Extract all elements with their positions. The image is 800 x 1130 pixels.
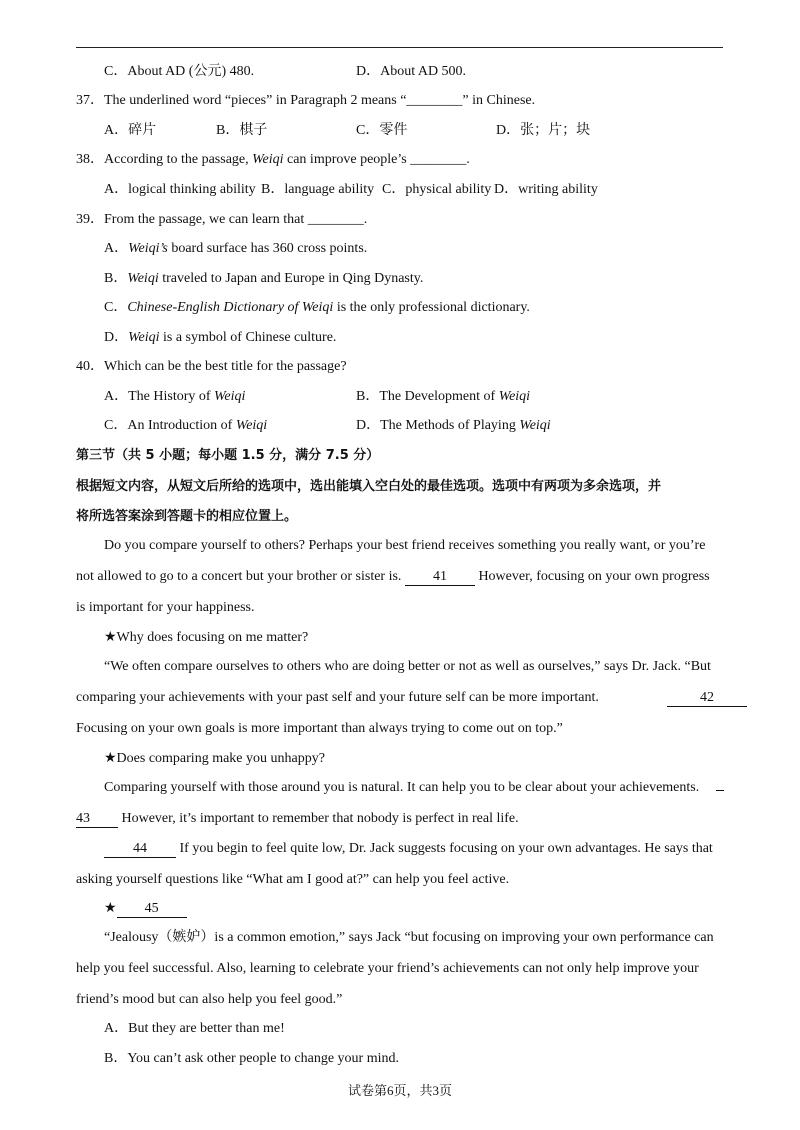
- q38-option-a: A．logical thinking ability: [104, 182, 256, 197]
- q39-a-text: board surface has 360 cross points.: [167, 241, 368, 256]
- q40-a-text: A．The History of: [104, 389, 215, 404]
- passage-heading-1: ★Why does focusing on me matter?: [104, 630, 309, 645]
- q39-d-label: D．: [104, 330, 129, 345]
- blank-42-wrap: [667, 688, 747, 708]
- passage-p3-line2-text: However, it’s important to remember that nobody is perfect in real life.: [118, 811, 519, 826]
- q39-stem: 39．From the passage, we can learn that ________.: [76, 212, 368, 227]
- q38-stem-pre: 38．According to the passage,: [76, 152, 253, 167]
- passage-p1-line2-post: However, focusing on your own progress: [474, 569, 710, 584]
- blank-42[interactable]: 42: [667, 690, 747, 707]
- q40-d-text: D．The Methods of Playing: [356, 418, 520, 433]
- q40-c-text: C．An Introduction of: [104, 418, 236, 433]
- passage-heading-2: ★Does comparing make you unhappy?: [104, 751, 325, 766]
- q39-option-b: [104, 269, 423, 289]
- q39-option-d: [104, 328, 336, 348]
- q37-option-a: A．碎片: [104, 123, 157, 138]
- passage-heading-3: [104, 899, 187, 919]
- q40-b-italic: Weiqi: [498, 389, 531, 404]
- q38-option-b: B．language ability: [261, 182, 375, 197]
- blank-43[interactable]: 43: [76, 811, 118, 828]
- blank-43-lead: [716, 790, 724, 791]
- passage-p1-line2: [76, 567, 710, 587]
- q39-b-text: traveled to Japan and Europe in Qing Dynasty.: [158, 271, 424, 286]
- passage-p2-line1: “We often compare ourselves to others who are doing better or not as well as ourselves,” says Dr. Jack. “But: [104, 659, 711, 674]
- section-instructions-line1: 根据短文内容，从短文后所给的选项中，选出能填入空白处的最佳选项。选项中有两项为多余选项，并: [76, 479, 662, 494]
- passage-p1-line1: Do you compare yourself to others? Perhaps your best friend receives something you really want, or you’re: [104, 538, 706, 553]
- q39-c-label: C．: [104, 300, 128, 315]
- q36-option-d: D．About AD 500.: [356, 64, 467, 79]
- q39-a-italic: Weiqi’s: [128, 241, 168, 256]
- q38-stem-post: can improve people’s ________.: [283, 152, 470, 167]
- passage-p4-line1-text: If you begin to feel quite low, Dr. Jack suggests focusing on your own advantages. He says that: [176, 841, 713, 856]
- q38-option-d: D．writing ability: [494, 182, 598, 197]
- blank-41[interactable]: 41: [405, 569, 475, 586]
- q38-stem: [76, 150, 470, 170]
- section-heading: 第三节（共 5 小题；每小题 1.5 分，满分 7.5 分）: [76, 448, 380, 463]
- answer-option-a: A．But they are better than me!: [104, 1021, 285, 1036]
- passage-p3-line2: [76, 809, 519, 829]
- page-footer: 试卷第6页，共3页: [347, 1083, 452, 1098]
- q40-stem: 40．Which can be the best title for the passage?: [76, 359, 347, 374]
- q37-option-d: D．张；片；块: [496, 123, 591, 138]
- q40-d-italic: Weiqi: [519, 418, 551, 433]
- q36-option-c: C．About AD (公元) 480.: [104, 64, 255, 79]
- passage-p3-line1: Comparing yourself with those around you is natural. It can help you to be clear about your achievements.: [104, 780, 700, 795]
- blank-45[interactable]: 45: [117, 901, 187, 918]
- passage-p5-line3: friend’s mood but can also help you feel good.”: [76, 992, 343, 1007]
- blank-44[interactable]: 44: [104, 841, 176, 858]
- q39-a-label: A．: [104, 241, 129, 256]
- q38-stem-italic: Weiqi: [252, 152, 284, 167]
- q39-d-text: is a symbol of Chinese culture.: [159, 330, 337, 345]
- q38-option-c: C．physical ability: [382, 182, 492, 197]
- q37-option-b: B．棋子: [216, 123, 268, 138]
- q40-a-italic: Weiqi: [214, 389, 246, 404]
- q39-c-italic: Chinese-English Dictionary of Weiqi: [127, 300, 334, 315]
- q37-option-c: C．零件: [356, 123, 408, 138]
- passage-p2-line2: comparing your achievements with your past self and your future self can be more important.: [76, 690, 599, 705]
- blank-43-lead-wrap: [716, 778, 724, 798]
- q40-option-c: [104, 416, 267, 436]
- q40-b-text: B．The Development of: [356, 389, 499, 404]
- q39-option-a: [104, 239, 367, 259]
- q39-c-text: is the only professional dictionary.: [333, 300, 530, 315]
- top-rule: [76, 47, 723, 48]
- q37-stem: 37．The underlined word “pieces” in Paragraph 2 means “________” in Chinese.: [76, 93, 536, 108]
- star-icon: ★: [104, 901, 117, 916]
- q40-option-d: [356, 416, 551, 436]
- passage-p1-line2-text: not allowed to go to a concert but your brother or sister is.: [76, 569, 405, 584]
- q40-c-italic: Weiqi: [235, 418, 268, 433]
- passage-p1-line3: is important for your happiness.: [76, 600, 255, 615]
- passage-p2-line3: Focusing on your own goals is more important than always trying to come out on top.”: [76, 721, 563, 736]
- q40-option-b: [356, 387, 530, 407]
- answer-option-b: B．You can’t ask other people to change your mind.: [104, 1051, 399, 1066]
- q39-d-italic: Weiqi: [128, 330, 160, 345]
- passage-p4-line1: [104, 839, 713, 859]
- passage-p4-line2: asking yourself questions like “What am I good at?” can help you feel active.: [76, 872, 510, 887]
- q40-option-a: [104, 387, 245, 407]
- q39-b-label: B．: [104, 271, 128, 286]
- passage-p5-line2: help you feel successful. Also, learning to celebrate your friend’s achievements can not only help improve your: [76, 961, 699, 976]
- q39-b-italic: Weiqi: [127, 271, 159, 286]
- passage-p5-line1: “Jealousy（嫉妒）is a common emotion,” says Jack “but focusing on improving your own performance can: [104, 930, 714, 945]
- q39-option-c: [104, 298, 530, 318]
- section-instructions-line2: 将所选答案涂到答题卡的相应位置上。: [76, 509, 298, 524]
